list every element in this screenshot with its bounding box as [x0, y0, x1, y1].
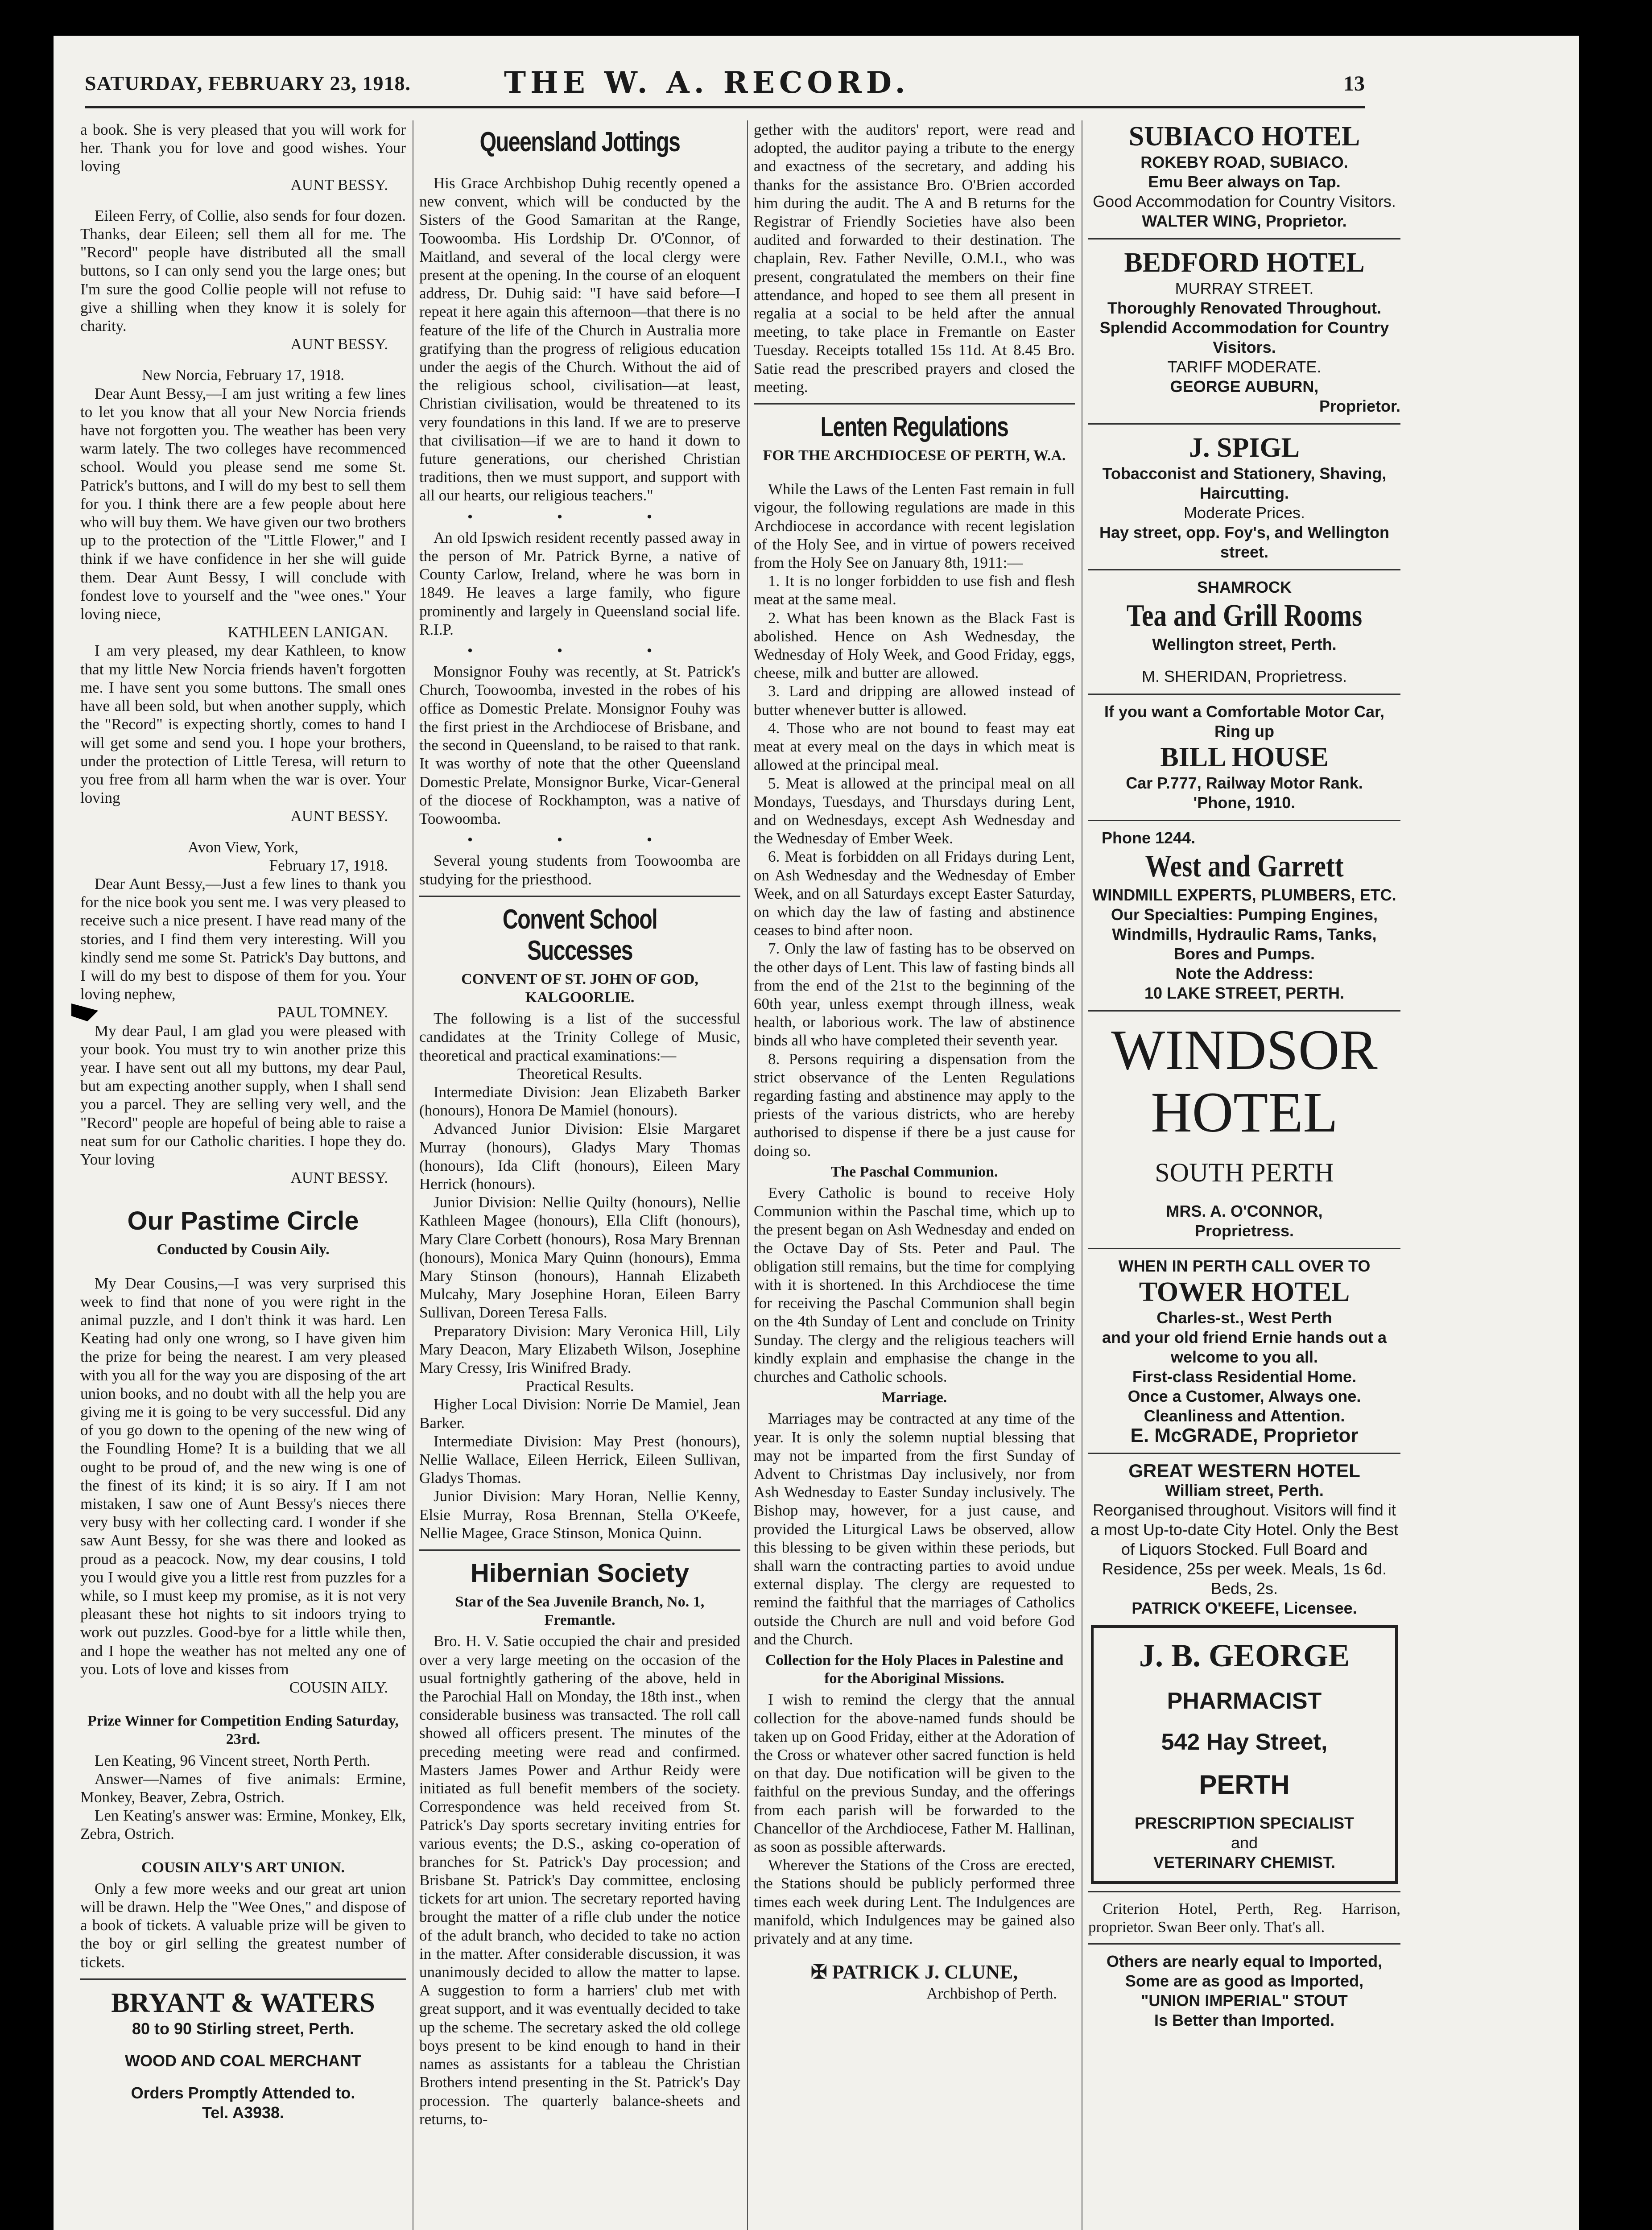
regulation: 6. Meat is forbidden on all Fridays during Lent, on Ash Wednesday and the Wednesday of Ember Week, and on all Saturdays except Easter Saturday, on which day the law of fasting and abstinence ceases to bind after noon.: [754, 848, 1075, 939]
ad-line: and your old friend Ernie hands out a welcome to you all.: [1102, 1328, 1387, 1366]
ad-line: E. McGRADE, Proprietor: [1130, 1425, 1359, 1446]
ad-line: ROKEBY ROAD, SUBIACO.: [1140, 153, 1348, 171]
signature: AUNT BESSY.: [290, 1169, 388, 1187]
paragraph: My Dear Cousins,—I was very surprised this week to find that none of you were right in the animal puzzle, and I don't think it was hard. Len Keating had only one wrong, so I have given him the prize for being the nearest. I am very pleased with you all for the way you are disposing of the art union books, and no doubt with all the help you are giving me it is going to be very successful. Did any of you go down to the opening of the new wing of the Foundling Home? It is a building that we all ought to be proud of, and the new wing is one of the finest of its kind; it is so airy. If I am not mistaken, I saw one of Aunt Bessy's nieces there very busy with her collecting card. I wonder if she saw Aunt Bessy, for she was there and looked as proud as a peacock. Now, my dear cousins, I told you I would give you a little rest from puzzles for a while, so I must keep my promise, as it is not very pleasant these hot nights to sit indoors trying to work out puzzles. Good-bye for a little while then, and I hope the weather has not melted any one of you. Lots of love and kisses from: [80, 1274, 406, 1678]
subheading: Collection for the Holy Places in Palestine and for the Aboriginal Missions.: [765, 1652, 1064, 1687]
ad-bill-house: BILL HOUSE: [1160, 742, 1329, 772]
ad-line: Reorganised throughout. Visitors will find it a most Up-to-date City Hotel. Only the Best of Liquors Stocked. Full Board and Residence, 25s per week. Meals, 1s 6d. Beds, 2s.: [1090, 1501, 1399, 1598]
ad-windsor-hotel: WINDSOR: [1111, 1018, 1378, 1082]
ad-line: PATRICK O'KEEFE, Licensee.: [1132, 1599, 1357, 1617]
column-divider: [747, 120, 748, 2230]
paragraph: Only a few more weeks and our great art union will be drawn. Help the "Wee Ones," and dispose of a book of tickets. A valuable prize will be given to the boy or girl selling the greatest number of tickets.: [80, 1879, 406, 1971]
paragraph: Wherever the Stations of the Cross are erected, the Stations should be publicly performed three times each week during Lent. The Indulgences are manifold, which Indulgences may be gained also privately and at any time.: [754, 1856, 1075, 1948]
letter-dateline: Avon View, York,: [187, 838, 299, 856]
paragraph: Intermediate Division: Jean Elizabeth Barker (honours), Honora De Mamiel (honours).: [419, 1083, 740, 1119]
divider: [1088, 1453, 1400, 1454]
paragraph: Several young students from Toowoomba are studying for the priesthood.: [419, 852, 740, 888]
ad-bedford-hotel: BEDFORD HOTEL: [1124, 248, 1365, 278]
ad-line: Hay street, opp. Foy's, and Wellington street.: [1099, 523, 1389, 561]
section-byline: Conducted by Cousin Aily.: [157, 1241, 330, 1258]
divider: [1088, 1943, 1400, 1945]
ad-line: 10 LAKE STREET, PERTH.: [1144, 984, 1345, 1002]
masthead-rule: [85, 106, 1365, 108]
ad-line: PERTH: [1199, 1770, 1290, 1800]
ad-line: Car P.777, Railway Motor Rank.: [1126, 774, 1363, 792]
subheading: Prize Winner for Competition Ending Saturday, 23rd.: [87, 1713, 399, 1748]
paragraph: Advanced Junior Division: Elsie Margaret Murray (honours), Gladys Mary Thomas (honours), Ida Clift (honours), Eileen Mary Herrick (honours).: [419, 1120, 740, 1193]
divider: [754, 403, 1075, 405]
ad-windsor-hotel: HOTEL: [1151, 1081, 1338, 1144]
ad-line: Our Specialties: Pumping Engines, Windmills, Hydraulic Rams, Tanks, Bores and Pumps.: [1111, 905, 1378, 963]
letter-body: Dear Aunt Bessy,—Just a few lines to thank you for the nice book you sent me. I was very pleased to receive such a nice present. I have read many of the stories, and I find them very interesting. Will you kindly send me some St. Patrick's Day buttons, and I will do my best to dispose of them for you. Your loving nephew,: [80, 875, 406, 1003]
signature: KATHLEEN LANIGAN.: [227, 624, 388, 641]
ad-line: MRS. A. O'CONNOR,: [1166, 1202, 1323, 1220]
ad-line: Others are nearly equal to Imported,: [1106, 1952, 1383, 1971]
ad-line: Proprietress.: [1194, 1222, 1294, 1240]
paragraph: Preparatory Division: Mary Veronica Hill, Lily Mary Deacon, Mary Elizabeth Wilson, Josephine Mary Cressy, Iris Winifred Brady.: [419, 1322, 740, 1376]
ad-line: Orders Promptly Attended to.: [131, 2083, 355, 2102]
regulation: 2. What has been known as the Black Fast is abolished. Hence on Ash Wednesday, the Wednesday of Holy Week, and Good Friday, eggs, cheese, milk and butter are allowed.: [754, 609, 1075, 682]
paragraph: gether with the auditors' report, were read and adopted, the auditor paying a tribute to the energy and exactness of the secretary, and adding his thanks for the assistance Bro. O'Brien accorded him during the audit. The A and B returns for the Registrar of Friendly Societies have also been audited and forwarded to their destination. The chaplain, Rev. Father Neville, O.M.I., who was present, congratulated the members on their fine attendance, and hoped to see them all present in regalia at a social to be held after the annual meeting, to take place in Fremantle on Easter Tuesday. Receipts totalled 15s 11d. At 8.45 Bro. Satie read the prescribed prayers and closed the meeting.: [754, 121, 1075, 396]
signature-title: Archbishop of Perth.: [926, 1985, 1057, 2003]
paragraph: My dear Paul, I am glad you were pleased with your book. You must try to win another prize this year. I have sent out all my buttons, my dear Paul, but am expecting another supply, when I shall send you a parcel. They are selling very well, and the "Record" people are hopeful of being able to raise a neat sum for our Catholic charities. I hope they do. Your loving: [80, 1022, 406, 1168]
ad-line: Moderate Prices.: [1183, 504, 1305, 522]
ad-line: If you want a Comfortable Motor Car, Ring up: [1104, 702, 1385, 740]
ad-line: Charles-st., West Perth: [1156, 1309, 1332, 1327]
ad-line: WHEN IN PERTH CALL OVER TO: [1118, 1257, 1371, 1275]
separator-stars: • • •: [467, 831, 693, 849]
ad-line: WALTER WING, Proprietor.: [1142, 212, 1347, 230]
subheading: COUSIN AILY'S ART UNION.: [141, 1859, 345, 1876]
regulation: 4. Those who are not bound to feast may eat meat at every meal on the days in which meat is allowed at the principal meal.: [754, 719, 1075, 774]
ad-line: Wellington street, Perth.: [1152, 635, 1337, 653]
ad-subiaco-hotel: SUBIACO HOTEL: [1128, 121, 1360, 152]
divider: [1088, 569, 1400, 570]
regulation: 3. Lard and dripping are allowed instead of butter whenever butter is allowed.: [754, 682, 1075, 719]
signature: AUNT BESSY.: [290, 807, 388, 825]
advertiser-name: BRYANT & WATERS: [111, 1987, 375, 2018]
divider: [419, 896, 740, 897]
ad-west-and-garrett: West and Garrett: [1145, 849, 1344, 884]
ad-line: Good Accommodation for Country Visitors.: [1093, 192, 1396, 211]
ad-line: 80 to 90 Stirling street, Perth.: [132, 2019, 355, 2038]
paragraph: Bro. H. V. Satie occupied the chair and presided over a very large meeting on the occasion of the usual fortnightly gathering of the above, held in the Parochial Hall on Monday, the 18th inst., when considerable business was transacted. The roll call showed all officers present. The minutes of the preceding meeting were read and confirmed. Masters James Power and Arthur Reidy were initiated as full benefit members of the society. Correspondence was held received from St. Patrick's Day sports secretary inviting entries for various events; the D.S., asking co-operation of branches for St. Patrick's Day procession; and Brisbane St. Patrick's Day committee, enclosing tickets for art union. The secretary reported having brought the matter of a rifle club under the notice of the adult branch, who decided to take no action in the matter. After considerable discussion, it was unanimously decided to allow the matter to lapse. A suggestion to form a harriers' club met with great support, and it was eventually decided to take up the scheme. The secretary asked the old college boys present to be kind enough to hand in their names as assistants for a tableau the Christian Brothers intend presenting in the St. Patrick's Day procession. The quarterly balance-sheets and returns, to-: [419, 1632, 740, 2128]
paragraph: An old Ipswich resident recently passed away in the person of Mr. Patrick Byrne, a native of County Carlow, Ireland, where he was born in 1849. He leaves a large family, who figure prominently and largely in Queensland social life. R.I.P.: [419, 529, 740, 638]
ad-great-western-hotel: GREAT WESTERN HOTEL: [1128, 1460, 1360, 1481]
divider: [80, 1978, 406, 1980]
paragraph: Eileen Ferry, of Collie, also sends for four dozen. Thanks, dear Eileen; sell them all for me. The "Record" people have distributed all the small buttons, so I can only send you the large ones; but I'm sure the good Collie people will not refuse to give a shilling when they know it is solely for charity.: [80, 206, 406, 335]
paragraph: Len Keating's answer was: Ermine, Monkey, Elk, Zebra, Ostrich.: [80, 1807, 406, 1843]
letter-dateline: February 17, 1918.: [269, 856, 388, 874]
ad-line: PHARMACIST: [1167, 1688, 1322, 1714]
paragraph: Intermediate Division: May Prest (honours), Nellie Wallace, Eileen Herrick, Eileen Sullivan, Gladys Thomas.: [419, 1432, 740, 1487]
ad-shamrock-tea-rooms: Tea and Grill Rooms: [1126, 599, 1363, 633]
letter-body: Dear Aunt Bessy,—I am just writing a few lines to let you know that all your New Norcia friends have not forgotten you. The weather has been very warm lately. The two colleges have recommenced school. Would you please send me some St. Patrick's buttons, and I will do my best to sell them for you. I think there are a few people about here who will buy them. We have given our two brothers up to the protection of the "Little Flower," and I think if we have confidence in her she will guide them. Dear Aunt Bessy, I will conclude with fondest love to yourself and the "wee ones." Your loving niece,: [80, 384, 406, 623]
ad-criterion-hotel: Criterion Hotel, Perth, Reg. Harrison, proprietor. Swan Beer only. That's all.: [1088, 1900, 1400, 1936]
section-heading: Our Pastime Circle: [127, 1206, 359, 1236]
ad-j-spigl: J. SPIGL: [1189, 433, 1300, 463]
signature: AUNT BESSY.: [290, 335, 388, 353]
paragraph: Junior Division: Nellie Quilty (honours), Nellie Kathleen Magee (honours), Ella Clift (honours), Mary Clare Corbett (honours), Rosa Mary Brennan (honours), Monica Mary Quinn (honours), Emma Mary Stinson (honours), Hannah Elizabeth Mulcahy, Mary Josephine Horan, Eileen Barry Sullivan, Doreen Teresa Falls.: [419, 1193, 740, 1321]
divider: [1088, 694, 1400, 695]
paragraph: Len Keating, 96 Vincent street, North Perth.: [95, 1751, 371, 1769]
subheading: FOR THE ARCHDIOCESE OF PERTH, W.A.: [763, 447, 1066, 464]
column-3: [754, 120, 1075, 2230]
paragraph: a book. She is very pleased that you will work for her. Thank you for love and good wishes. Your loving: [80, 121, 406, 175]
subheading: Practical Results.: [525, 1377, 634, 1395]
ad-line: Phone 1244.: [1102, 829, 1196, 847]
divider: [1088, 238, 1400, 240]
ad-line: SOUTH PERTH: [1155, 1158, 1334, 1187]
paragraph: Answer—Names of five animals: Ermine, Monkey, Beaver, Zebra, Ostrich.: [80, 1770, 406, 1806]
paragraph: Junior Division: Mary Horan, Nellie Kenny, Elsie Murray, Rosa Brennan, Stella O'Keefe, Nellie Magee, Grace Stinson, Monica Quinn.: [419, 1487, 740, 1542]
section-heading: Queensland Jottings: [479, 127, 680, 157]
section-heading: Convent School Successes: [502, 904, 657, 966]
paragraph: Marriages may be contracted at any time of the year. It is only the solemn nuptial blessing that may not be imparted from the first Sunday of Advent to Christmas Day inclusively, nor from Ash Wednesday to Easter Sunday inclusively. The Bishop may, however, for a just cause, and provided the Liturgical Laws be observed, allow this blessing to be given within these periods, but shall warn the contracting parties to avoid undue external display. The clergy are requested to remind the faithful that the marriages of Catholics outside the Church are null and void before God and the Church.: [754, 1410, 1075, 1648]
ad-line: Splendid Accommodation for Country Visitors.: [1099, 318, 1389, 356]
subheading: CONVENT OF ST. JOHN OF GOD, KALGOORLIE.: [461, 970, 698, 1006]
signature: COUSIN AILY.: [289, 1679, 388, 1697]
archbishop-signature: ✠ PATRICK J. CLUNE,: [810, 1961, 1018, 1983]
ad-line: PRESCRIPTION SPECIALIST: [1134, 1814, 1355, 1832]
subheading: The Paschal Communion.: [830, 1163, 998, 1180]
divider: [1088, 1891, 1400, 1892]
divider: [1088, 1010, 1400, 1012]
ad-line: Emu Beer always on Tap.: [1148, 173, 1341, 191]
ad-line: SHAMROCK: [1197, 578, 1292, 596]
column-1: [80, 120, 406, 2230]
ad-line: WOOD AND COAL MERCHANT: [125, 2051, 361, 2070]
issue-date: SATURDAY, FEBRUARY 23, 1918.: [85, 72, 411, 95]
ad-tower-hotel: TOWER HOTEL: [1139, 1277, 1350, 1307]
masthead: [85, 67, 1365, 98]
paragraph: Higher Local Division: Norrie De Mamiel, Jean Barker.: [419, 1396, 740, 1432]
paragraph: Monsignor Fouhy was recently, at St. Patrick's Church, Toowoomba, invested in the robes of his office as Domestic Prelate. Monsignor Fouhy was the first priest in the Archdiocese of Brisbane, and the second in Queensland, to be raised to that rank. It was worthy of note that the other Queensland Domestic Prelate, Monsignor Burke, Vicar-General of the diocese of Rockhampton, was a native of Toowoomba.: [419, 663, 740, 827]
divider: [1088, 423, 1400, 425]
newspaper-title: THE W. A. RECORD.: [504, 65, 910, 100]
ad-line: WINDMILL EXPERTS, PLUMBERS, ETC.: [1092, 886, 1396, 904]
paragraph: Every Catholic is bound to receive Holy Communion within the Paschal time, which up to the present began on Ash Wednesday and ended on the Octave Day of Sts. Peter and Paul. The obligation still remains, but the time for complying with it is shortened. In this Archdiocese the time for receiving the Paschal Communion shall begin on the 4th Sunday of Lent and conclude on Trinity Sunday. The clergy and the religious teachers will kindly explain and emphasise the change in the churches and Catholic schools.: [754, 1184, 1075, 1385]
divider: [1088, 820, 1400, 821]
ad-line: MURRAY STREET.: [1175, 279, 1314, 297]
ad-line: GEORGE AUBURN,: [1170, 377, 1319, 396]
signature: AUNT BESSY.: [290, 176, 388, 194]
ad-line: Note the Address:: [1175, 964, 1313, 983]
divider: [1088, 1248, 1400, 1249]
subheading: Marriage.: [881, 1389, 947, 1406]
ad-line: Is Better than Imported.: [1154, 2011, 1335, 2030]
section-heading: Hibernian Society: [471, 1559, 689, 1588]
ad-line: Some are as good as Imported,: [1125, 1972, 1364, 1990]
signature: PAUL TOMNEY.: [277, 1004, 388, 1021]
paragraph: The following is a list of the successful candidates at the Trinity College of Music, theoretical and practical examinations:—: [419, 1010, 740, 1064]
page-number: 13: [1343, 72, 1365, 95]
ad-line: Proprietor.: [1319, 397, 1400, 415]
separator-stars: • • •: [467, 642, 693, 660]
ad-line: Tel. A3938.: [202, 2103, 285, 2122]
ad-line: Thoroughly Renovated Throughout.: [1107, 299, 1381, 317]
subheading: Theoretical Results.: [517, 1065, 642, 1082]
ad-j-b-george-box: [1091, 1625, 1398, 1884]
ad-line: 542 Hay Street,: [1161, 1729, 1328, 1755]
ad-union-imperial-stout: "UNION IMPERIAL" STOUT: [1141, 1991, 1348, 2010]
ad-line: and: [1231, 1834, 1258, 1852]
ad-line: Tobacconist and Stationery, Shaving, Haircutting.: [1102, 464, 1387, 502]
ad-line: Once a Customer, Always one.: [1127, 1387, 1361, 1405]
ad-line: First-class Residential Home.: [1132, 1367, 1357, 1386]
regulation: 8. Persons requiring a dispensation from the strict observance of the Lenten Regulations regarding fasting and abstinence may apply to the priests of the various districts, who are hereby authorised to dispense if there be a just cause for doing so.: [754, 1050, 1075, 1160]
regulation: 5. Meat is allowed at the principal meal on all Mondays, Tuesdays, and Thursdays during Lent, and on Wednesdays, except Ash Wednesday and the Wednesday of Ember Week.: [754, 774, 1075, 847]
ad-j-b-george: J. B. GEORGE: [1139, 1638, 1350, 1673]
ad-line: M. SHERIDAN, Proprietress.: [1141, 667, 1347, 686]
paragraph: While the Laws of the Lenten Fast remain in full vigour, the following regulations are made in this Archdiocese in accordance with recent legislation of the Holy See, and in virtue of powers received from the Holy See on January 8th, 1911:—: [754, 480, 1075, 572]
regulation: 1. It is no longer forbidden to use fish and flesh meat at the same meal.: [754, 572, 1075, 608]
section-heading: Lenten Regulations: [820, 412, 1008, 443]
column-4-advertisements: [1088, 120, 1400, 2230]
ad-line: William street, Perth.: [1165, 1481, 1324, 1499]
ad-line: 'Phone, 1910.: [1193, 793, 1296, 812]
paragraph: I wish to remind the clergy that the annual collection for the above-named funds should be taken up on Good Friday, either at the Adoration of the Cross or whatever other sacred function is held on that day. Due notification will be given to the faithful on the previous Sunday, and the offerings from each parish will be forwarded to the Chancellor of the Archdiocese, Father M. Hallinan, as soon as possible afterwards.: [754, 1691, 1075, 1856]
subheading: Star of the Sea Juvenile Branch, No. 1, Fremantle.: [455, 1594, 705, 1629]
separator-stars: • • •: [467, 508, 693, 525]
paragraph: His Grace Archbishop Duhig recently opened a new convent, which will be conducted by the Sisters of the Good Samaritan at the Range, Toowoomba. His Lordship Dr. O'Connor, of Maitland, and several of the local clergy were present at the opening. In the course of an eloquent address, Dr. Duhig said: "I have said before—I repeat it here again this afternoon—that there is no feature of the life of the Church in Australia more gratifying than the progress of religious education under the aegis of the Church. Without the aid of the religious school, civilisation—at least, Christian civilisation, would be threatened to its very foundations in this land. If we are to preserve that civilisation—if we are to hand it down to future generations, our cherished Christian traditions, then we must support, and support with all our hearts, our religious teachers.": [419, 174, 740, 504]
divider: [419, 1549, 740, 1551]
regulation: 7. Only the law of fasting has to be observed on the other days of Lent. This law of fasting binds all from the end of the 21st to the beginning of the 60th year, unless exempt through illness, weak health, or laborious work. The law of abstinence binds all who have completed their seventh year.: [754, 940, 1075, 1049]
letter-dateline: New Norcia, February 17, 1918.: [142, 366, 344, 384]
column-2: [419, 120, 740, 2230]
ad-line: Cleanliness and Attention.: [1144, 1407, 1345, 1425]
ad-line: VETERINARY CHEMIST.: [1153, 1853, 1336, 1871]
ad-line: TARIFF MODERATE.: [1167, 358, 1322, 376]
paragraph: I am very pleased, my dear Kathleen, to know that my little New Norcia friends haven't forgotten me. I have sent you some buttons. The small ones have all been sold, but when another supply, which the "Record" is expecting shortly, comes to hand I will get some and send you. I hope your brothers, under the protection of Little Teresa, will return to you free from all harm when the war is over. Your loving: [80, 642, 406, 807]
